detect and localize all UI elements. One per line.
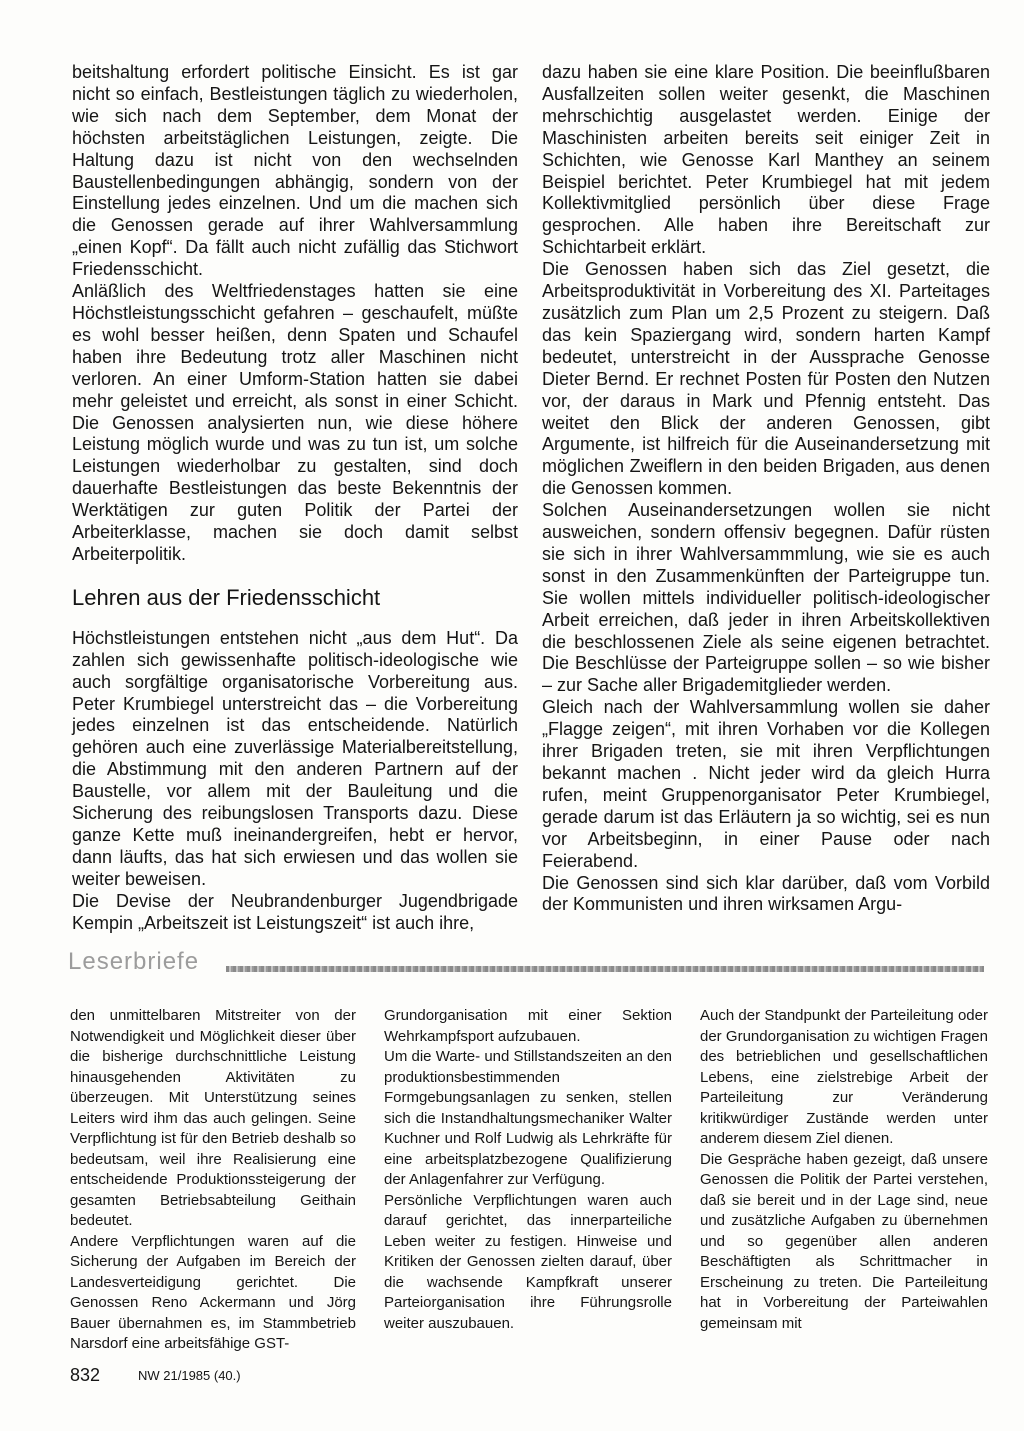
article-paragraph: Anläßlich des Weltfriedenstages hatten sie eine Höchstleistungsschicht gefahren – geschaufelt, müßte es wohl besser heißen, denn Spaten und Schaufel haben ihre Bedeutung trotz aller Maschinen nicht verloren. An einer Umform-Station hatten sie dabei mehr geleistet und erreicht, als sonst in einer Schicht. Die Genossen analysierten nun, wie diese höhere Leistung möglich wurde und was zu tun ist, um solche Leistungen wiederholbar zu gestalten, sind doch dauerhafte Bestleistungen das beste Bekenntnis der Werktätigen zur guten Politik der Partei der Arbeiterklasse, machen sie doch damit selbst Arbeiterpolitik. [72,281,518,564]
letters-column-2 [384,1006,672,1334]
article-paragraph: beitshaltung erfordert politische Einsicht. Es ist gar nicht so einfach, Bestleistungen täglich zu wiederholen, wie sich nach dem September, dem Monat der höchsten arbeitstäglichen Leistungen, zeigte. Die Haltung dazu ist nicht von den wechselnden Baustellenbedingungen abhängig, sondern von der Einstellung jedes einzelnen. Und um die machen sich die Genossen gerade auf ihrer Wahlversammlung „einen Kopf“. Da fällt auch nicht zufällig das Stichwort Friedensschicht. [72,62,518,280]
section-banner-title: Leserbriefe [68,948,200,975]
section-banner-rule [226,966,984,972]
article-paragraph: Die Devise der Neubrandenburger Jugendbrigade Kempin „Arbeitszeit ist Leistungszeit“ ist auch ihre, [72,890,518,933]
article-column-left [72,62,518,935]
article-paragraph: Die Genossen haben sich das Ziel gesetzt, die Arbeitsproduktivität in Vorbereitung des XI. Parteitages zusätzlich zum Plan um 2,5 Prozent zu steigern. Daß das kein Spaziergang wird, sondern harten Kampf bedeutet, unterstreicht in der Aussprache Genosse Dieter Bernd. Er rechnet Posten für Posten den Nutzen vor, der daraus in Mark und Pfennig entsteht. Das weitet den Blick der anderen Genossen, gibt Argumente, ist hilfreich für die Auseinandersetzung mit möglichen Zweiflern in den beiden Brigaden, aus denen die Genossen kommen. [542,259,990,499]
section-banner [68,946,984,980]
letter-paragraph: Um die Warte- und Stillstandszeiten an den produktionsbestimmenden Formgebungsanlagen zu senken, stellen sich die Instandhaltungsmechaniker Walter Kuchner und Rolf Ludwig als Lehrkräfte für eine arbeitsplatzbezogene Qualifizierung der Anlagenfahrer zur Verfügung. [384,1048,672,1188]
journal-reference: NW 21/1985 (40.) [138,1368,241,1383]
page-number: 832 [70,1365,101,1385]
article-paragraph: Gleich nach der Wahlversammlung wollen sie daher „Flagge zeigen“, mit ihren Vorhaben vor die Kollegen ihrer Brigaden treten, sie mit ihren Verpflichtungen bekannt machen . Nicht jeder wird da gleich Hurra rufen, meint Gruppenorganisator Peter Krumbiegel, gerade darum ist das Erläutern ja so wichtig, sei es nun vor Arbeitsbeginn, in einer Pause oder nach Feierabend. [542,697,990,871]
letter-paragraph: Persönliche Verpflichtungen waren auch darauf gerichtet, das innerparteiliche Leben weiter zu festigen. Hinweise und Kritiken der Genossen zielten darauf, über die wachsende Kampfkraft unserer Parteiorganisation ihre Führungsrolle weiter auszubauen. [384,1191,672,1332]
letter-paragraph: Grundorganisation mit einer Sektion Wehrkampfsport aufzubauen. [384,1007,672,1045]
letter-paragraph: Die Gespräche haben gezeigt, daß unsere Genossen die Politik der Partei verstehen, daß sie bereit und in der Lage sind, neue und zusätzliche Aufgaben zu übernehmen und so gegenüber allen anderen Beschäftigten als Schrittmacher in Erscheinung zu treten. Die Parteileitung hat in Vorbereitung der Parteiwahlen gemeinsam mit [700,1150,988,1332]
article-paragraph: dazu haben sie eine klare Position. Die beeinflußbaren Ausfallzeiten sollen weiter gesenkt, die Maschinen mehrschichtig ausgelastet werden. Einige der Maschinisten arbeiten bereits seit einiger Zeit in Schichten, wie Genosse Karl Manthey an seinem Beispiel berichtet. Peter Krumbiegel hat mit jedem Kollektivmitglied persönlich über diese Frage gesprochen. Alle haben ihre Bereitschaft zur Schichtarbeit erklärt. [542,62,990,258]
letter-paragraph: den unmittelbaren Mitstreiter von der Notwendigkeit und Möglichkeit dieser über die bisherige durchschnittliche Leistung hinausgehenden Aktivitäten zu überzeugen. Mit Unterstützung seines Leiters wird ihm das auch gelingen. Seine Verpflichtung ist für den Betrieb deshalb so bedeutsam, weil ihre Realisierung eine entscheidende Produktionssteigerung der gesamten Betriebsabteilung Geithain bedeutet. [70,1007,356,1229]
letter-paragraph: Andere Verpflichtungen waren auf die Sicherung der Aufgaben im Bereich der Landesverteidigung gerichtet. Die Genossen Reno Ackermann und Jörg Bauer übernahmen es, im Stammbetrieb Narsdorf eine arbeitsfähige GST- [70,1232,356,1352]
letters-column-1 [70,1006,356,1355]
article-paragraph: Solchen Auseinandersetzungen wollen sie nicht ausweichen, sondern offensiv begegnen. Dafür rüsten sie sich in ihrer Wahlversammmlung, wie sie es auch sonst in den Zusammenkünften der Parteigruppe tun. Sie wollen mittels individueller politisch-ideologischer Arbeit erreichen, daß jeder in ihren Arbeitskollektiven die beschlossenen Ziele als seine eigenen betrachtet. Die Beschlüsse der Parteigruppe sollen – so wie bisher – zur Sache aller Brigademitglieder werden. [542,500,990,696]
letter-paragraph: Auch der Standpunkt der Parteileitung oder der Grundorganisation zu wichtigen Fragen des betrieblichen und gesellschaftlichen Lebens, eine zielstrebige Arbeit der Parteileitung zur Veränderung kritikwürdiger Zustände werden unter anderem diesem Ziel dienen. [700,1007,988,1147]
letters-body [70,1006,988,1352]
article-column-right [542,62,990,916]
article-paragraph: Die Genossen sind sich klar darüber, daß vom Vorbild der Kommunisten und ihren wirksamen Argu- [542,872,990,915]
article-paragraph: Höchstleistungen entstehen nicht „aus dem Hut“. Da zahlen sich gewissenhafte politisch-ideologische wie auch sorgfältige organisatorische Vorbereitung aus. Peter Krumbiegel unterstreicht das – die Vorbereitung jedes einzelnen ist das entscheidende. Natürlich gehören auch eine zuverlässige Materialbereitstellung, die Abstimmung mit den anderen Partnern auf der Baustelle, vor allem mit der Bauleitung und die Sicherung des reibungslosen Transports dazu. Diese ganze Kette muß ineinandergreifen, hebt er hervor, dann läufts, das hat sich erwiesen und das wollen sie weiter beweisen. [72,627,518,889]
article-body [72,62,990,942]
section-heading: Lehren aus der Friedensschicht [72,584,381,610]
page-footer [70,1364,470,1388]
letters-column-3 [700,1006,988,1334]
